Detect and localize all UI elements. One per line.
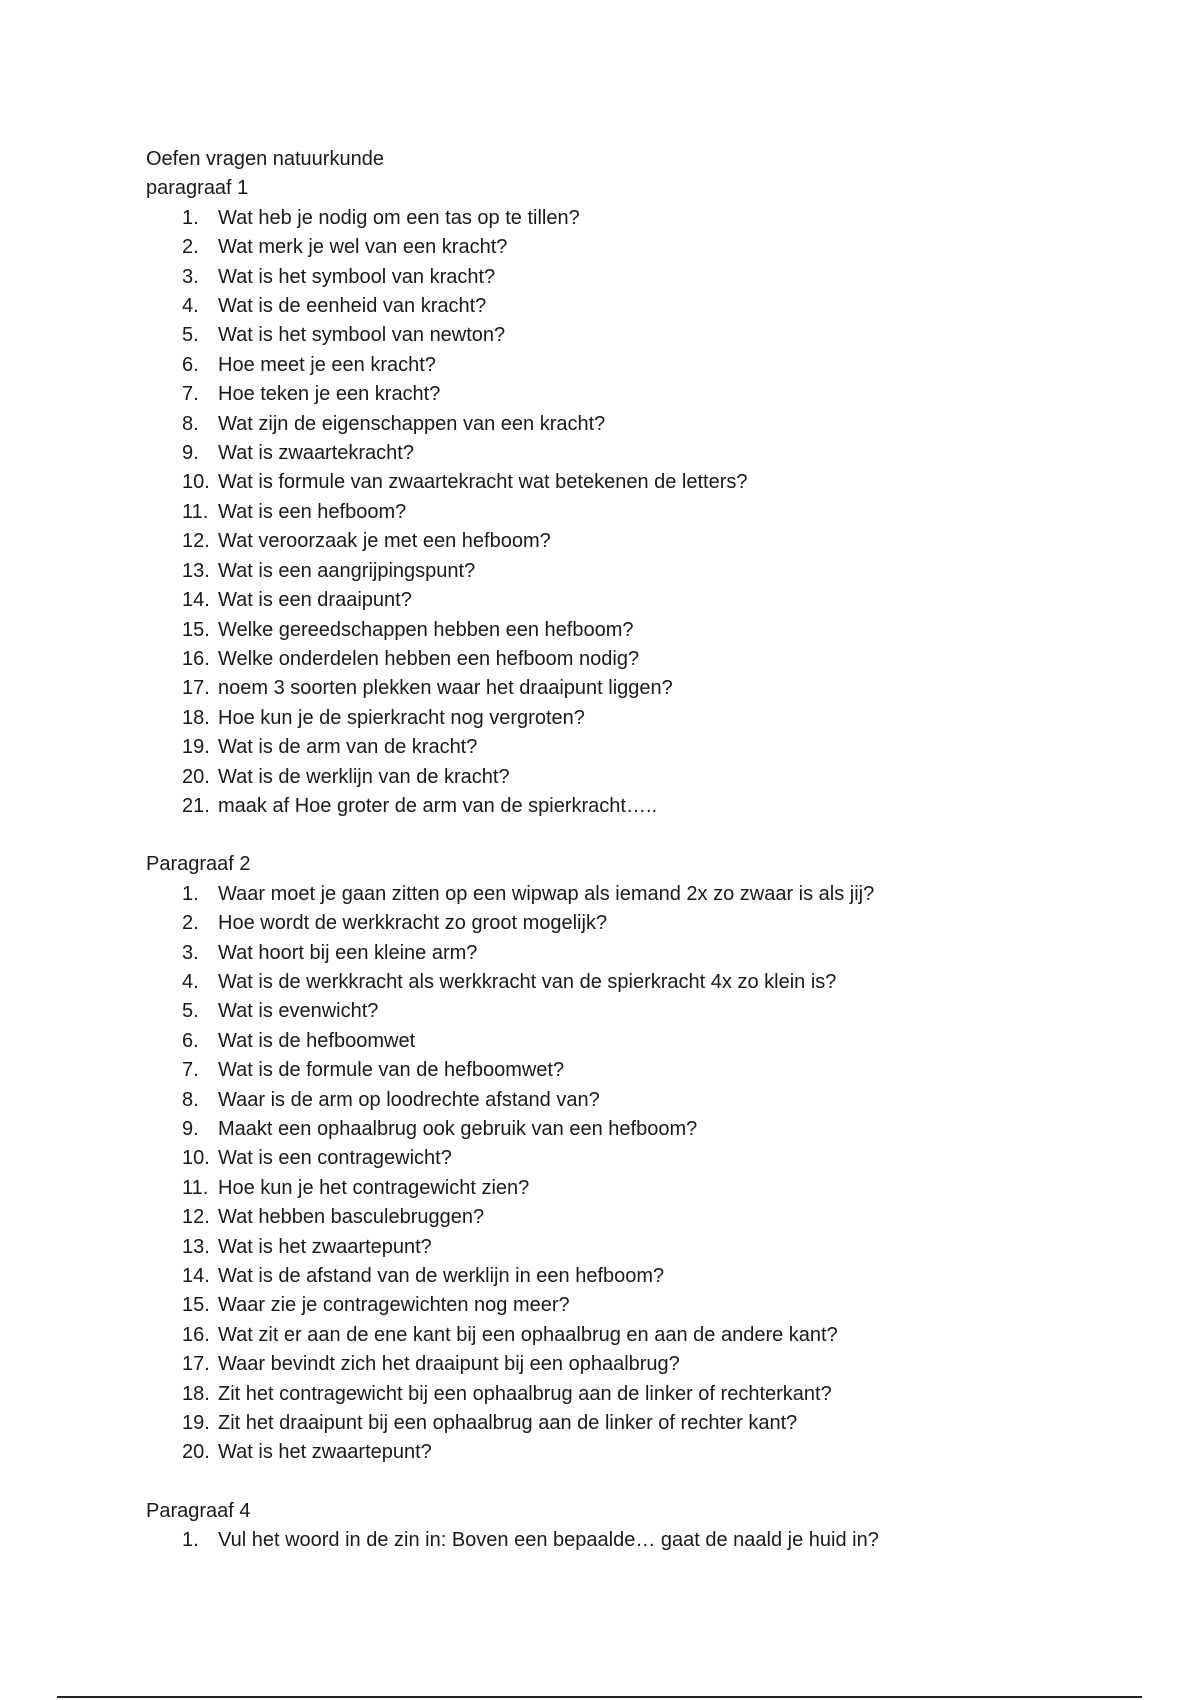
document-title: Oefen vragen natuurkunde <box>146 148 384 170</box>
question-number: 14. <box>182 589 210 612</box>
question-number: 21. <box>182 794 210 817</box>
question-item <box>146 321 1146 350</box>
question-text: Wat is zwaartekracht? <box>218 442 414 465</box>
question-item <box>146 557 1146 586</box>
question-item <box>146 292 1146 321</box>
question-text: Wat is evenwicht? <box>218 1000 379 1023</box>
question-item <box>146 1262 1146 1291</box>
question-number: 7. <box>182 383 199 406</box>
question-number: 10. <box>182 1147 210 1170</box>
question-list <box>146 204 1146 822</box>
question-item <box>146 939 1146 968</box>
question-text: Wat zijn de eigenschappen van een kracht? <box>218 412 606 435</box>
question-text: Wat is een aangrijpingspunt? <box>218 559 476 582</box>
question-item <box>146 909 1146 938</box>
question-number: 5. <box>182 324 199 347</box>
footer-divider <box>57 1696 1142 1698</box>
section-heading: Paragraaf 4 <box>146 1499 251 1522</box>
question-text: Waar is de arm op loodrechte afstand van? <box>218 1088 600 1111</box>
question-item <box>146 1027 1146 1056</box>
question-number: 13. <box>182 559 210 582</box>
question-number: 4. <box>182 970 199 993</box>
question-text: Wat is het symbool van newton? <box>218 324 506 347</box>
question-number: 14. <box>182 1265 210 1288</box>
question-number: 17. <box>182 1353 210 1376</box>
question-number: 5. <box>182 1000 199 1023</box>
question-number: 6. <box>182 1029 199 1052</box>
question-item <box>146 439 1146 468</box>
section-3 <box>146 1497 1146 1556</box>
question-number: 3. <box>182 265 199 288</box>
section-heading: paragraaf 1 <box>146 177 249 200</box>
question-text: Hoe kun je de spierkracht nog vergroten? <box>218 706 585 729</box>
question-item <box>146 645 1146 674</box>
question-number: 16. <box>182 1323 210 1346</box>
question-text: Wat is de arm van de kracht? <box>218 736 478 759</box>
question-text: Wat is de formule van de hefboomwet? <box>218 1059 565 1082</box>
question-item <box>146 204 1146 233</box>
question-text: Hoe wordt de werkkracht zo groot mogelijk? <box>218 912 608 935</box>
question-text: Wat is de werkkracht als werkkracht van de spierkracht 4x zo klein is? <box>218 970 837 993</box>
question-number: 12. <box>182 530 210 553</box>
question-number: 6. <box>182 353 199 376</box>
question-item <box>146 1380 1146 1409</box>
question-number: 13. <box>182 1235 210 1258</box>
question-number: 15. <box>182 1294 210 1317</box>
question-number: 20. <box>182 1441 210 1464</box>
question-number: 2. <box>182 912 199 935</box>
question-item <box>146 1115 1146 1144</box>
question-item <box>146 704 1146 733</box>
question-item <box>146 380 1146 409</box>
question-number: 9. <box>182 442 199 465</box>
question-text: Wat is de werklijn van de kracht? <box>218 765 510 788</box>
sections-container <box>146 174 1146 1555</box>
question-item <box>146 498 1146 527</box>
question-number: 17. <box>182 677 210 700</box>
question-number: 11. <box>182 500 209 523</box>
question-item <box>146 1438 1146 1467</box>
question-text: Wat hoort bij een kleine arm? <box>218 941 478 964</box>
section-heading: Paragraaf 2 <box>146 853 251 876</box>
question-item <box>146 1174 1146 1203</box>
question-number: 3. <box>182 941 199 964</box>
question-item <box>146 1409 1146 1438</box>
question-text: Welke onderdelen hebben een hefboom nodig? <box>218 647 640 670</box>
document-page <box>146 145 1146 1585</box>
question-number: 15. <box>182 618 210 641</box>
question-item <box>146 968 1146 997</box>
question-item <box>146 233 1146 262</box>
question-number: 1. <box>182 1529 199 1552</box>
question-text: Wat zit er aan de ene kant bij een ophaalbrug en aan de andere kant? <box>218 1323 838 1346</box>
question-item <box>146 1321 1146 1350</box>
question-list <box>146 880 1146 1468</box>
question-text: Maakt een ophaalbrug ook gebruik van een hefboom? <box>218 1118 698 1140</box>
question-item <box>146 1056 1146 1085</box>
question-item <box>146 1350 1146 1379</box>
question-item <box>146 1086 1146 1115</box>
question-number: 8. <box>182 412 199 435</box>
question-text: Wat heb je nodig om een tas op te tillen? <box>218 206 580 229</box>
question-text: Wat is formule van zwaartekracht wat betekenen de letters? <box>218 471 748 494</box>
question-item <box>146 1233 1146 1262</box>
question-text: Wat merk je wel van een kracht? <box>218 236 508 259</box>
question-number: 20. <box>182 765 210 788</box>
question-number: 11. <box>182 1176 209 1199</box>
question-text: Wat is het symbool van kracht? <box>218 265 496 288</box>
question-number: 1. <box>182 882 199 905</box>
question-item <box>146 468 1146 497</box>
question-text: Wat is een contragewicht? <box>218 1147 452 1170</box>
question-text: Waar moet je gaan zitten op een wipwap als iemand 2x zo zwaar is als jij? <box>218 882 875 905</box>
question-item <box>146 616 1146 645</box>
question-item <box>146 1203 1146 1232</box>
section-1 <box>146 174 1146 821</box>
question-item <box>146 586 1146 615</box>
question-number: 18. <box>182 706 210 729</box>
question-item <box>146 351 1146 380</box>
question-list <box>146 1526 1146 1555</box>
question-text: Welke gereedschappen hebben een hefboom? <box>218 618 634 641</box>
question-number: 1. <box>182 206 199 229</box>
question-text: Wat is een hefboom? <box>218 500 407 523</box>
question-text: noem 3 soorten plekken waar het draaipunt liggen? <box>218 677 673 700</box>
question-number: 8. <box>182 1088 199 1111</box>
question-text: maak af Hoe groter de arm van de spierkracht….. <box>218 794 658 817</box>
question-text: Wat veroorzaak je met een hefboom? <box>218 530 551 553</box>
question-text: Zit het contragewicht bij een ophaalbrug aan de linker of rechterkant? <box>218 1382 832 1405</box>
question-text: Waar bevindt zich het draaipunt bij een ophaalbrug? <box>218 1353 680 1376</box>
question-text: Zit het draaipunt bij een ophaalbrug aan de linker of rechter kant? <box>218 1412 798 1435</box>
question-number: 4. <box>182 295 199 318</box>
question-text: Wat is het zwaartepunt? <box>218 1235 432 1258</box>
question-number: 9. <box>182 1118 199 1140</box>
question-item <box>146 763 1146 792</box>
question-text: Wat is het zwaartepunt? <box>218 1441 432 1464</box>
question-item <box>146 1291 1146 1320</box>
question-number: 19. <box>182 1412 210 1435</box>
question-number: 19. <box>182 736 210 759</box>
question-text: Waar zie je contragewichten nog meer? <box>218 1294 570 1317</box>
question-text: Wat is een draaipunt? <box>218 589 412 612</box>
question-item <box>146 792 1146 821</box>
question-number: 7. <box>182 1059 199 1082</box>
question-number: 10. <box>182 471 210 494</box>
question-item <box>146 674 1146 703</box>
question-number: 12. <box>182 1206 210 1229</box>
question-item <box>146 733 1146 762</box>
section-2 <box>146 850 1146 1468</box>
question-text: Wat is de eenheid van kracht? <box>218 295 487 318</box>
question-item <box>146 410 1146 439</box>
question-item <box>146 527 1146 556</box>
question-text: Wat is de hefboomwet <box>218 1029 416 1052</box>
question-item <box>146 1526 1146 1555</box>
question-text: Wat is de afstand van de werklijn in een hefboom? <box>218 1265 665 1288</box>
question-text: Vul het woord in de zin in: Boven een bepaalde… gaat de naald je huid in? <box>218 1529 879 1552</box>
question-item <box>146 997 1146 1026</box>
question-item <box>146 1144 1146 1173</box>
question-text: Wat hebben basculebruggen? <box>218 1206 485 1229</box>
question-item <box>146 880 1146 909</box>
question-item <box>146 263 1146 292</box>
question-number: 16. <box>182 647 210 670</box>
question-number: 2. <box>182 236 199 259</box>
question-text: Hoe kun je het contragewicht zien? <box>218 1176 530 1199</box>
question-text: Hoe meet je een kracht? <box>218 353 436 376</box>
question-text: Hoe teken je een kracht? <box>218 383 441 406</box>
question-number: 18. <box>182 1382 210 1405</box>
